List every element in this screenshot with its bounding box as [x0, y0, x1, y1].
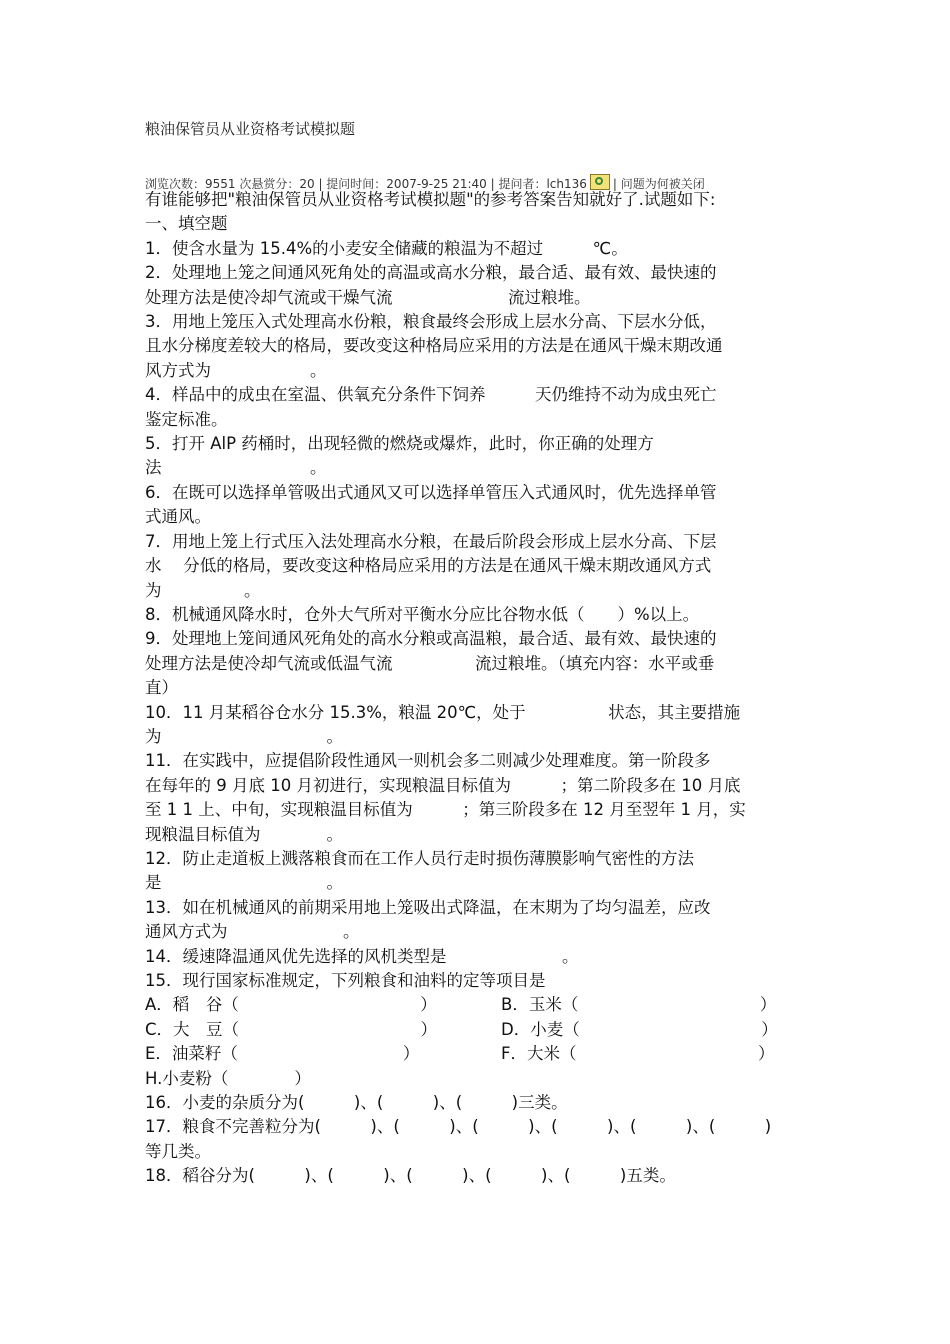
page-title: 粮油保管员从业资格考试模拟题	[145, 120, 356, 138]
option-d: D．小麦（ ）	[501, 1019, 778, 1039]
question-18: 18．稻谷分为( )、( )、( )、( )、( )五类。	[145, 1166, 676, 1186]
question-10-line1: 10．11 月某稻谷仓水分 15.3%，粮温 20℃，处于 状态，其主要措施	[145, 702, 741, 722]
question-3-line1: 3．用地上笼压入式处理高水份粮，粮食最终会形成上层水分高、下层水分低，	[145, 312, 717, 332]
question-7-line2: 水 分低的格局，要改变这种格局应采用的方法是在通风干燥末期改通风方式	[145, 556, 712, 576]
question-5-line1: 5．打开 AlP 药桶时，出现轻微的燃烧或爆炸，此时，你正确的处理方	[145, 434, 654, 454]
meta-closed-link[interactable]: | 问题为何被关闭	[612, 177, 705, 191]
option-a: A．稻 谷（ ）	[145, 995, 437, 1015]
question-16: 16．小麦的杂质分为( )、( )、( )三类。	[145, 1093, 568, 1113]
question-15: 15．现行国家标准规定，下列粮食和油料的定等项目是	[145, 971, 546, 990]
option-row-cd	[145, 1018, 813, 1042]
question-12-line1: 12．防止走道板上溅落粮食而在工作人员行走时损伤薄膜影响气密性的方法	[145, 848, 694, 868]
option-c: C．大 豆（ ）	[145, 1019, 438, 1039]
question-9-line1: 9．处理地上笼间通风死角处的高水分粮或高温粮，最合适、最有效、最快速的	[145, 629, 717, 649]
option-h: H.小麦粉（ ）	[145, 1068, 311, 1088]
option-row-ab	[145, 993, 813, 1017]
question-11-line2: 在每年的 9 月底 10 月初进行，实现粮温目标值为 ；第二阶段多在 10 月底	[145, 775, 741, 795]
question-11-line3: 至 1 1 上、中旬，实现粮温目标值为 ；第三阶段多在 12 月至翌年 1 月，实	[145, 800, 746, 820]
question-7-line1: 7．用地上笼上行式压入法处理高水分粮，在最后阶段会形成上层水分高、下层	[145, 531, 717, 551]
question-8: 8．机械通风降水时，仓外大气所对平衡水分应比谷物水低（ ）%以上。	[145, 604, 700, 624]
question-3-line3: 风方式为 。	[145, 360, 327, 380]
question-10-line2: 为 。	[145, 726, 343, 746]
question-7-line3: 为 。	[145, 580, 261, 600]
question-2-line1: 2．处理地上笼之间通风死角处的高温或高水分粮，最合适、最有效、最快速的	[145, 263, 717, 283]
question-12-line2: 是 。	[145, 873, 343, 893]
option-f: F．大米（ ）	[501, 1044, 775, 1064]
question-9-line3: 直）	[145, 678, 178, 698]
option-e: E．油菜籽（ ）	[145, 1044, 420, 1064]
question-13-line2: 通风方式为 。	[145, 922, 360, 942]
section-heading: 一、填空题	[145, 214, 228, 234]
question-6-line1: 6．在既可以选择单管吸出式通风又可以选择单管压入式通风时，优先选择单管	[145, 482, 717, 502]
option-b: B．玉米（ ）	[501, 995, 777, 1015]
question-body	[145, 188, 813, 1189]
question-11-line4: 现粮温目标值为 。	[145, 824, 343, 844]
question-4-line2: 鉴定标准。	[145, 409, 228, 429]
option-row-ef	[145, 1042, 813, 1066]
meta-stats: 浏览次数：9551 次悬赏分：20 | 提问时间：2007-9-25 21:40 | 提问者：lch136	[145, 177, 587, 191]
question-5-line2: 法 。	[145, 458, 327, 478]
question-9-line2: 处理方法是使冷却气流或低温气流 流过粮堆。（填充内容：水平或垂	[145, 653, 715, 673]
question-2-line2: 处理方法是使冷却气流或干燥气流 流过粮堆。	[145, 287, 591, 307]
question-11-line1: 11．在实践中，应提倡阶段性通风一则机会多二则减少处理难度。第一阶段多	[145, 751, 711, 771]
question-4-line1: 4．样品中的成虫在室温、供氧充分条件下饲养 天仍维持不动为成虫死亡	[145, 385, 717, 405]
intro-text: 有谁能够把"粮油保管员从业资格考试模拟题"的参考答案告知就好了.试题如下:	[145, 190, 716, 209]
question-17-line2: 等几类。	[145, 1141, 211, 1161]
question-3-line2: 且水分梯度差较大的格局，要改变这种格局应采用的方法是在通风干燥末期改通	[145, 336, 723, 356]
question-14: 14．缓速降温通风优先选择的风机类型是 。	[145, 946, 579, 966]
question-13-line1: 13．如在机械通风的前期采用地上笼吸出式降温，在末期为了均匀温差，应改	[145, 897, 711, 917]
question-17-line1: 17．粮食不完善粒分为( )、( )、( )、( )、( )、( )	[145, 1117, 772, 1137]
question-6-line2: 式通风。	[145, 507, 211, 527]
question-1: 1．使含水量为 15.4%的小麦安全储藏的粮温为不超过 ℃。	[145, 238, 628, 258]
